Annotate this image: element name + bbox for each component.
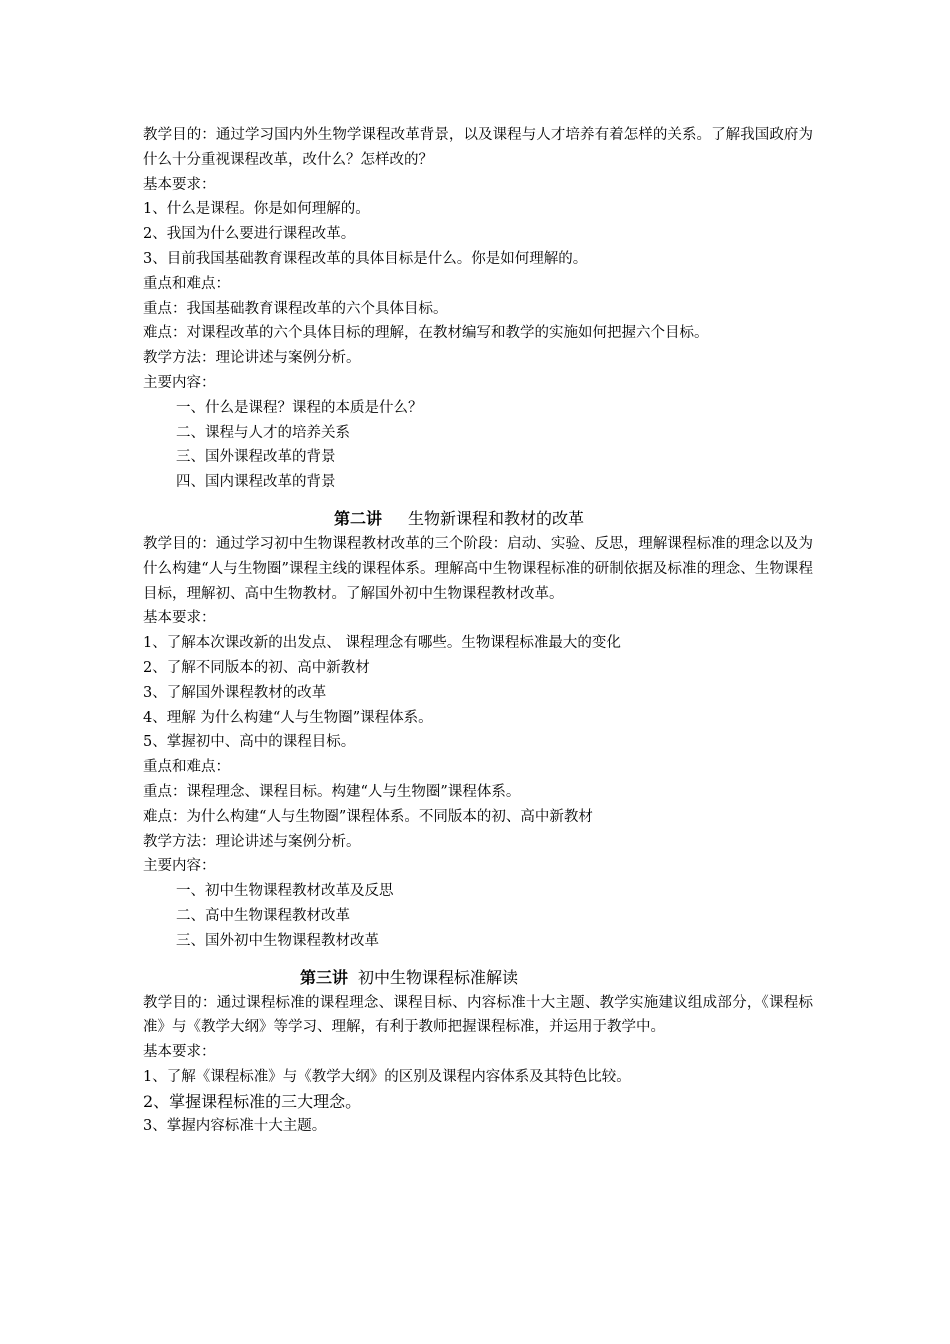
- content-item: 一、什么是课程？课程的本质是什么？: [176, 399, 423, 416]
- content-item: 三、国外课程改革的背景: [176, 449, 336, 466]
- requirement-item: 5、掌握初中、高中的课程目标。: [143, 734, 356, 751]
- requirement-item: 3、了解国外课程教材的改革: [143, 684, 327, 701]
- content-item: 二、课程与人才的培养关系: [176, 424, 350, 441]
- requirement-item: 2、掌握课程标准的三大理念。: [143, 1091, 362, 1111]
- content-item: 二、高中生物课程教材改革: [176, 907, 350, 924]
- lecture-title: 生物新课程和教材的改革: [408, 508, 585, 528]
- content-item: 一、初中生物课程教材改革及反思: [176, 883, 394, 900]
- teaching-purpose: 教学目的：通过学习初中生物课程教材改革的三个阶段：启动、实验、反思，理解课程标准的理念以及为什么构建“人与生物圈”课程主线的课程体系。理解高中生物课程标准的研制依据及标准的理念、生物课程目标，理解初、高中生物教材。了解国外初中生物课程教材改革。: [143, 535, 813, 602]
- content-item: 四、国内课程改革的背景: [176, 474, 336, 491]
- document-page: [143, 123, 813, 1139]
- teaching-method: 教学方法：理论讲述与案例分析。: [143, 350, 361, 367]
- lecture-title: 初中生物课程标准解读: [358, 967, 519, 987]
- requirement-item: 1、什么是课程。你是如何理解的。: [143, 201, 370, 218]
- key-difficulty-label: 重点和难点：: [143, 759, 230, 776]
- difficulty: 难点：对课程改革的六个具体目标的理解，在教材编写和教学的实施如何把握六个目标。: [143, 325, 709, 342]
- content-label: 主要内容：: [143, 374, 216, 391]
- key-difficulty-label: 重点和难点：: [143, 275, 230, 292]
- teaching-method: 教学方法：理论讲述与案例分析。: [143, 833, 361, 850]
- requirement-item: 1、了解本次课改新的出发点、 课程理念有哪些。生物课程标准最大的变化: [143, 635, 621, 652]
- content-item: 三、国外初中生物课程教材改革: [176, 932, 379, 949]
- teaching-purpose: 教学目的：通过课程标准的课程理念、课程目标、内容标准十大主题、教学实施建议组成部分，《课程标准》与《教学大纲》等学习、理解，有利于教师把握课程标准，并运用于教学中。: [143, 994, 813, 1036]
- requirements-label: 基本要求：: [143, 176, 216, 193]
- key-point: 重点：我国基础教育课程改革的六个具体目标。: [143, 300, 448, 317]
- teaching-purpose: 教学目的：通过学习国内外生物学课程改革背景，以及课程与人才培养有着怎样的关系。了解我国政府为什么十分重视课程改革，改什么？怎样改的？: [143, 127, 813, 168]
- lecture-number: 第二讲: [334, 508, 383, 528]
- section-3: [143, 965, 813, 1140]
- requirement-item: 3、目前我国基础教育课程改革的具体目标是什么。你是如何理解的。: [143, 250, 588, 267]
- difficulty: 难点：为什么构建“人与生物圈”课程体系。不同版本的初、高中新教材: [143, 808, 593, 825]
- requirements-label: 基本要求：: [143, 1044, 216, 1061]
- section-2: [143, 506, 813, 954]
- requirement-item: 3、掌握内容标准十大主题。: [143, 1118, 327, 1135]
- requirement-item: 2、我国为什么要进行课程改革。: [143, 226, 356, 243]
- requirement-item: 1、了解《课程标准》与《教学大纲》的区别及课程内容体系及其特色比较。: [143, 1068, 631, 1085]
- section-1: [143, 123, 813, 495]
- requirement-item: 4、理解 为什么构建“人与生物圈”课程体系。: [143, 709, 433, 726]
- key-point: 重点：课程理念、课程目标。构建“人与生物圈”课程体系。: [143, 783, 521, 800]
- content-label: 主要内容：: [143, 858, 216, 875]
- lecture-number: 第三讲: [300, 967, 349, 987]
- requirements-label: 基本要求：: [143, 610, 216, 627]
- lecture-heading: [143, 965, 813, 991]
- lecture-heading: [143, 506, 813, 532]
- requirement-item: 2、了解不同版本的初、高中新教材: [143, 659, 370, 676]
